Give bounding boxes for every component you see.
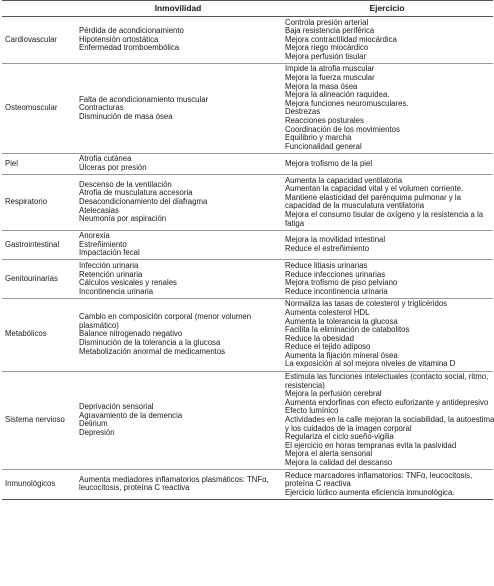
row-category: Sistema nervioso: [2, 371, 75, 470]
immobility-item: Atrofia cutánea: [79, 154, 132, 164]
exercise-item: Actividades en la calle mejoran la sociabilidad, la autoestima: [285, 415, 494, 425]
immobility-cell: [75, 371, 281, 470]
row-category: Metabólicos: [2, 298, 75, 371]
exercise-item: fatiga: [285, 218, 305, 228]
immobility-item: Pérdida de acondicionamiento: [79, 26, 184, 36]
exercise-item: Normaliza las tasas de colesterol y triglicéridos: [285, 299, 448, 309]
immobility-cell: [75, 153, 281, 174]
exercise-item: Aumenta colesterol HDL: [285, 307, 370, 317]
immobility-item: Neumonía por aspiración: [79, 214, 167, 224]
exercise-item: Reduce la obesidad: [285, 333, 354, 343]
immobility-item: Impactación fecal: [79, 248, 140, 258]
exercise-item: Mejora la alineación raquídea.: [285, 90, 390, 100]
immobility-item: Deprivación sensorial: [79, 402, 154, 412]
exercise-item: Aumenta la capacidad ventilatoria: [285, 175, 403, 185]
exercise-cell: [281, 298, 493, 371]
exercise-item: resistencia): [285, 380, 325, 390]
exercise-item: Funcionalidad general: [285, 141, 362, 151]
immobility-cell: [75, 17, 281, 64]
exercise-item: Regulariza el ciclo sueño-vigilia: [285, 432, 394, 442]
immobility-exercise-table: [2, 0, 493, 500]
immobility-item: Disminución de masa ósea: [79, 111, 173, 121]
exercise-item: Baja resistencia periférica: [285, 26, 375, 36]
exercise-item: Reduce litiasis urinarias: [285, 260, 368, 270]
exercise-cell: [281, 17, 493, 64]
immobility-item: plasmático): [79, 320, 119, 330]
exercise-item: Estimula las funciones intelectuales (contacto social, ritmo,: [285, 372, 489, 382]
table-row: [2, 371, 493, 470]
table-row: [2, 298, 493, 371]
row-category: Piel: [2, 153, 75, 174]
immobility-item: Atrofia de musculatura accesoria: [79, 188, 193, 198]
exercise-item: Mejora perfusión tisular: [285, 51, 367, 61]
table-row: [2, 470, 493, 500]
exercise-cell: [281, 260, 493, 298]
exercise-item: Mejora riego miocárdico: [285, 43, 369, 53]
immobility-item: Retención urinaria: [79, 269, 143, 279]
immobility-item: Enfermedad tromboembólica: [79, 43, 180, 53]
exercise-item: Aumenta endorfinas con efecto euforizante y antidepresivo: [285, 397, 489, 407]
immobility-item: Descenso de la ventilación: [79, 179, 172, 189]
exercise-item: Mejora el consumo tisular de oxígeno y la resistencia a la: [285, 209, 484, 219]
immobility-cell: [75, 298, 281, 371]
table-row: [2, 230, 493, 260]
row-category: Inmunológicos: [2, 470, 75, 500]
immobility-item: Aumenta mediadores inflamatorios plasmáticos: TNFα,: [79, 474, 269, 484]
immobility-item: Anorexia: [79, 231, 110, 241]
exercise-item: Ejercicio lúdico aumenta eficiencia inmunológica.: [285, 487, 455, 497]
exercise-item: Mantiene elasticidad del parénquima pulmonar y la: [285, 192, 461, 202]
exercise-item: Aumenta la fijación mineral ósea: [285, 350, 398, 360]
table-row: [2, 17, 493, 64]
exercise-item: Facilita la eliminación de catabolitos: [285, 325, 410, 335]
immobility-item: Úlceras por presión: [79, 163, 147, 172]
exercise-item: Impide la atrofia muscular: [285, 64, 375, 74]
immobility-cell: [75, 175, 281, 231]
immobility-item: Atelecasias: [79, 205, 119, 215]
table-row: [2, 153, 493, 174]
exercise-cell: [281, 63, 493, 153]
exercise-item: Mejora contractilidad miocárdica: [285, 34, 397, 44]
exercise-item: Mejora la movilidad intestinal: [285, 235, 386, 245]
immobility-cell: [75, 470, 281, 500]
exercise-item: Aumentan la capacidad vital y el volumen corriente.: [285, 184, 464, 194]
immobility-cell: [75, 260, 281, 298]
exercise-cell: [281, 153, 493, 174]
table-row: [2, 175, 493, 231]
row-category: Gastrointestinal: [2, 230, 75, 260]
exercise-item: Reduce el tejido adiposo: [285, 342, 371, 352]
immobility-item: Depresión: [79, 427, 115, 437]
exercise-item: Mejora la perfusión cerebral: [285, 389, 382, 399]
header-category: [2, 1, 75, 17]
row-category: Osteomuscular: [2, 63, 75, 153]
exercise-item: Mejora trofismo de la piel: [285, 158, 373, 168]
immobility-item: Incontinencia urinaria: [79, 286, 154, 296]
immobility-cell: [75, 63, 281, 153]
exercise-cell: [281, 470, 493, 500]
exercise-item: Aumenta la tolerancia la glucosa: [285, 316, 398, 326]
immobility-item: Delirium: [79, 419, 108, 429]
immobility-item: leucocitosis, proteína C reactiva: [79, 483, 190, 493]
exercise-item: capacidad de la musculatura ventilatoria: [285, 201, 425, 211]
exercise-item: Coordinación de los movimientos: [285, 124, 400, 134]
exercise-cell: [281, 230, 493, 260]
exercise-item: Reduce marcadores inflamatorios: TNFα, leucocitosis,: [285, 470, 473, 480]
immobility-cell: [75, 230, 281, 260]
immobility-item: Desacondicionamiento del diafragma: [79, 197, 208, 207]
immobility-item: Infección urinaria: [79, 260, 139, 270]
exercise-item: Reacciones posturales: [285, 116, 364, 126]
immobility-item: Cálculos vesicales y renales: [79, 278, 177, 288]
table-body: [2, 17, 493, 500]
exercise-item: Controla presión arterial: [285, 17, 369, 27]
immobility-item: Contracturas: [79, 103, 124, 113]
exercise-item: y los cuidados de la imagen corporal: [285, 423, 412, 433]
immobility-item: Agravamiento de la demencia: [79, 410, 183, 420]
immobility-item: Disminución de la tolerancia a la glucosa: [79, 337, 221, 347]
immobility-item: Hipotensión ortostática: [79, 34, 159, 44]
exercise-item: Mejora la masa ósea: [285, 81, 358, 91]
exercise-item: Mejora el alerta sensorial: [285, 449, 373, 459]
header-exercise: Ejercicio: [281, 1, 493, 17]
exercise-item: Equilibrio y marcha: [285, 133, 352, 143]
table-row: [2, 260, 493, 298]
exercise-item: Mejora la calidad del descanso: [285, 458, 393, 467]
exercise-item: Efecto lumínico: [285, 406, 339, 416]
exercise-item: Destrezas: [285, 107, 321, 117]
row-category: Genitourinarias: [2, 260, 75, 298]
exercise-item: Reduce incontinencia urinaria: [285, 286, 388, 296]
immobility-item: Balance nitrogenado negativo: [79, 329, 183, 339]
immobility-item: Falta de acondicionamiento muscular: [79, 94, 209, 104]
exercise-item: El ejercicio en horas tempranas evita la pasividad: [285, 440, 457, 450]
exercise-item: Mejora la fuerza muscular: [285, 73, 375, 83]
immobility-item: Estreñimiento: [79, 239, 127, 249]
exercise-item: Mejora funciones neuromusculares.: [285, 98, 409, 108]
header-immobility: Inmovilidad: [75, 1, 281, 17]
exercise-cell: [281, 371, 493, 470]
table-row: [2, 63, 493, 153]
exercise-item: proteína C reactiva: [285, 479, 351, 489]
exercise-item: Reduce infecciones urinarias: [285, 269, 386, 279]
table-header-row: [2, 1, 493, 17]
exercise-item: Mejora trofismo de piso pelviano: [285, 278, 398, 288]
exercise-cell: [281, 175, 493, 231]
exercise-item: La exposición al sol mejora niveles de vitamina D: [285, 359, 456, 369]
immobility-item: Metabolización anormal de medicamentos: [79, 346, 226, 356]
exercise-item: Reduce el estreñimiento: [285, 244, 370, 254]
row-category: Cardiovascular: [2, 17, 75, 64]
row-category: Respiratorio: [2, 175, 75, 231]
immobility-item: Cambio en composición corporal (menor volumen: [79, 312, 252, 322]
